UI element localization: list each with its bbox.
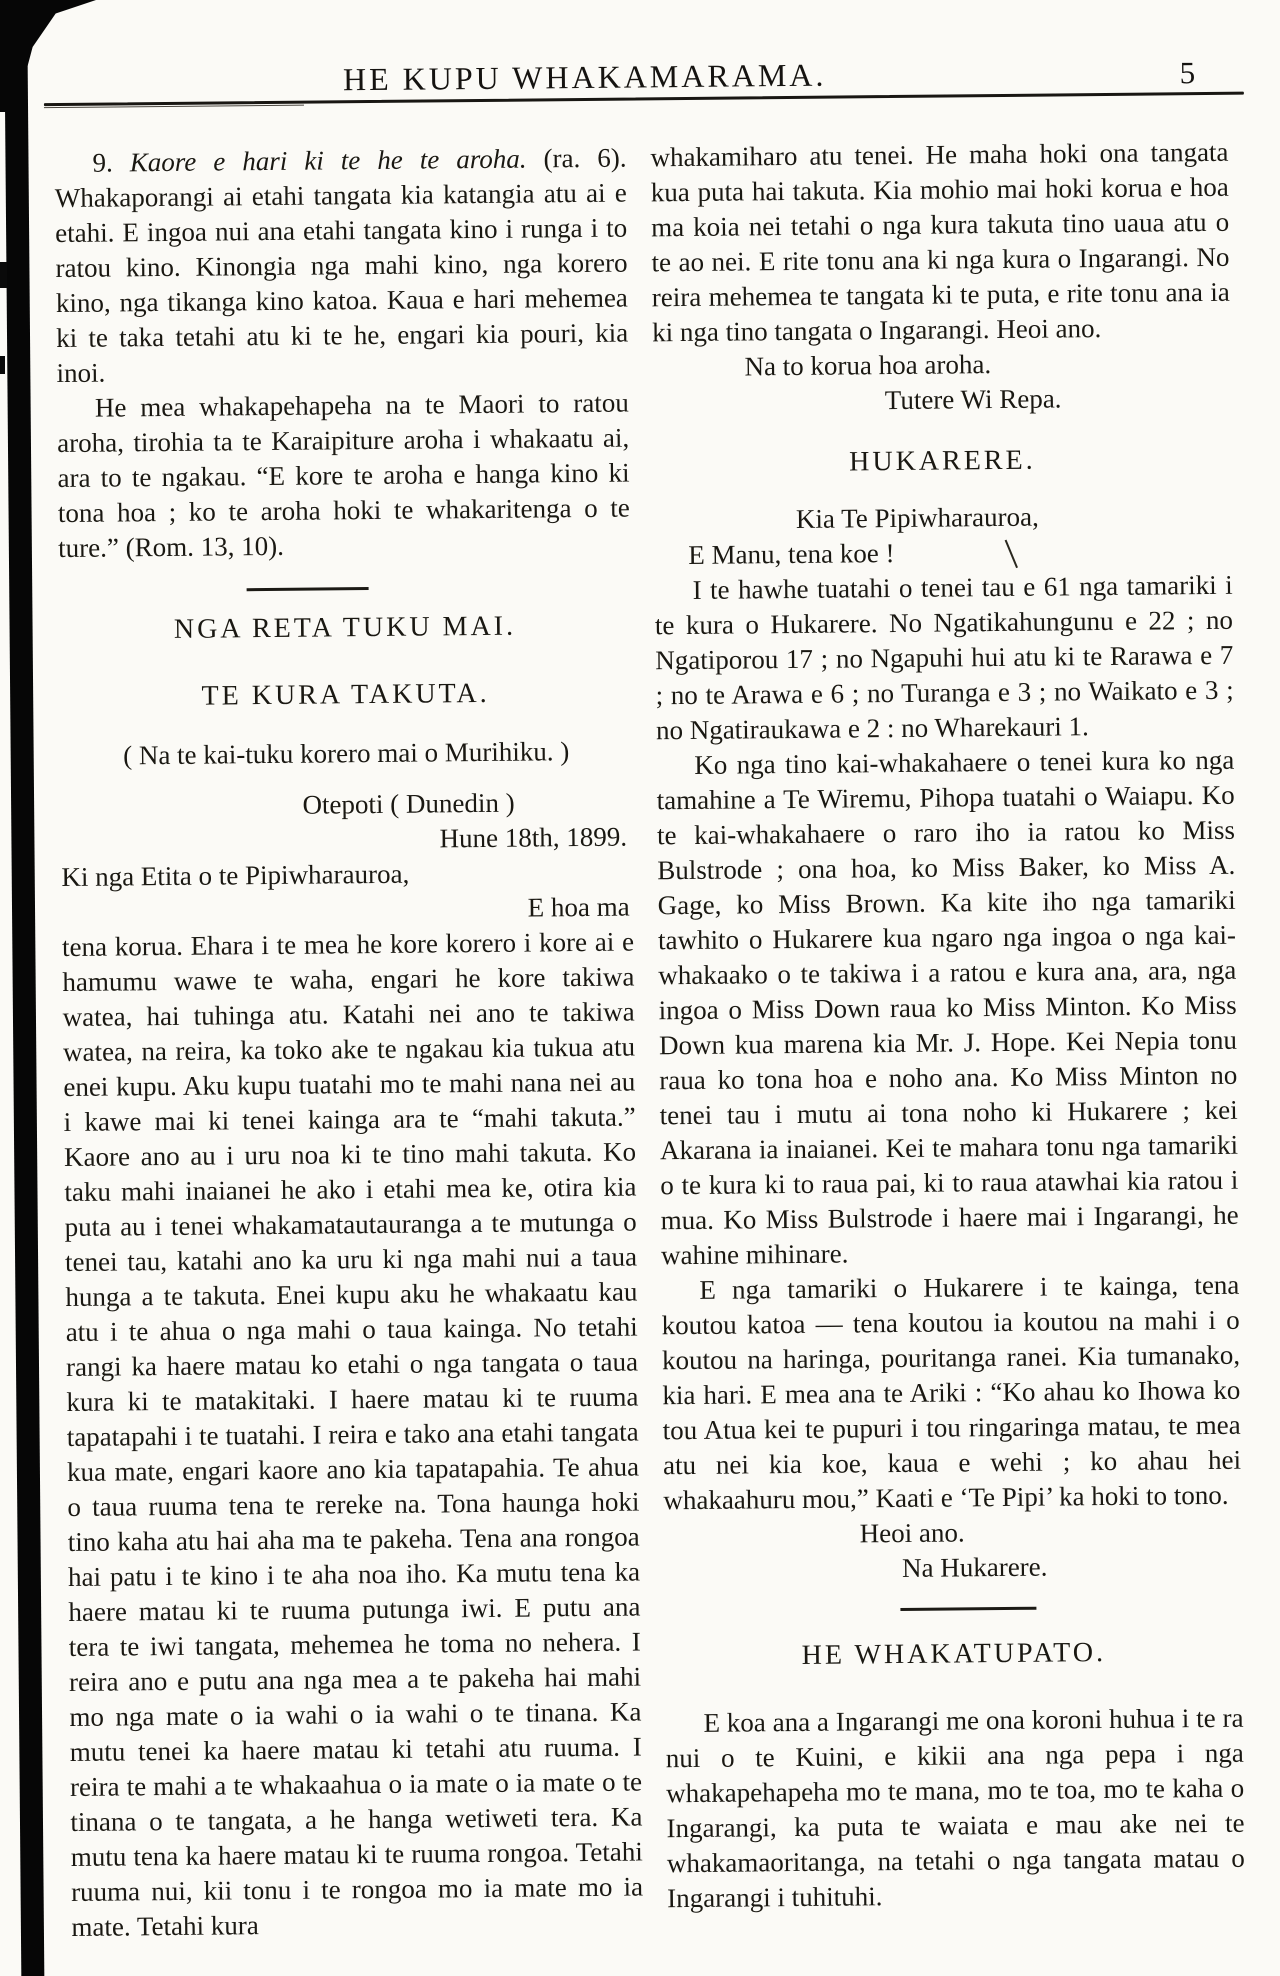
- scripture-paragraph: He mea whakapehapeha na te Maori to ratou aroha, tirohia ta te Karaipiture aroha i whakaatu ai, ara to te ngakau. “E kore te aroha e hanga kino ki tona hoa ; ko te aroha hoki te whakaritenga o te ture.” (Rom. 13, 10).: [57, 387, 630, 564]
- section-divider: [900, 1607, 1036, 1611]
- hukarere-paragraph-1: I te hawhe tuatahi o tenei tau e 61 nga tamariki i te kura o Hukarere. No Ngatikahungunu e 22 ; no Ngatiporou 17 ; no Ngapuhi hui atu ki te Rarawa e 7 ; no te Arawa e 6 ; no Turanga e 3 ; no Waikato e 3 ; no Ngatiraukawa e 2 : no Wharekauri 1.: [654, 569, 1234, 746]
- letter-body: tena korua. Ehara i te mea he kore korero i kore ai e hamumu wawe te waha, engari he kore takiwa watea, hai tuhinga atu. Katahi nei ano te takiwa watea, na reira, ka toko ake te ngakau kia tukua atu enei kupu. Aku kupu tuatahi mo te mahi nana nei au i kawe mai ki tenei kainga ara te “mahi takuta.” Kaore ano au i uru noa ki te tino mahi takuta. Ko taku mahi inaianei he ako i etahi mea ke, otira kia puta au i tenei whakamatautauranga a te mutunga o tenei tau, katahi ano ka uru ki nga mahi nui a taua hunga a te takuta. Enei kupu aku he whakaatu kau atu i te ahua o nga mahi o taua kainga. No tetahi rangi ka haere matau ko etahi o nga tangata o taua kura ki te matakitaki. I haere matau ki te ruuma tapatapahi i te tuatahi. I reira e tako ana etahi tangata kua mate, engari kaore ano kia tapatapahia. Te ahua o taua ruuma tena te rereke na. Tona haunga hoki tino kaha atu hai aha ma te pakeha. Tena ana rongoa hai patu i te kino i te aha noa iho. Ka mutu tena ka haere matau ki te ruuma putunga iwi. E putu ana tera te iwi tangata, mehemea he toma no nehera. I reira ano e putu ana nga mea a te pakeha hai mahi mo nga mate o ia wahi o ia wahi o te tinana. Ka mutu tenei ka haere matau ki tetahi atu ruuma. I reira te mahi a te whakaahua o ia mate o ia mate o te tinana o te tangata, a he hanga wetiweti tera. Ka mutu tena ka haere matau ki te ruuma rongoa. Tetahi ruuma nui, kii tonu i te rongoa mo ia mate mo ia mate. Tetahi kura: [61, 926, 644, 1942]
- signature-tutere-wi-repa: Tutere Wi Repa.: [884, 383, 1062, 416]
- byline: ( Na te kai-tuku korero mai o Murihiku. ): [122, 736, 570, 771]
- whakatupato-paragraph: E koa ana a Ingarangi me ona koroni huhua i te ra nui o te Kuini, e kikii ana nga pepa i nga whakapehapeha mo te mana, mo te toa, mo te kaha o Ingarangi, ka puta te waiata e mau ake nei te whakamaoritanga, na tetahi o nga tangata matau o Ingarangi i tuhituhi.: [665, 1702, 1245, 1914]
- salutation: E hoa ma: [527, 891, 630, 923]
- hukarere-closing: Heoi ano.: [859, 1517, 965, 1549]
- hukarere-signature: Na Hukarere.: [901, 1551, 1048, 1583]
- scan-artifact-edge-tick: [0, 262, 7, 288]
- page-number: 5: [1179, 55, 1196, 91]
- address-line: Ki nga Etita o te Pipiwharauroa,: [61, 858, 410, 893]
- item-lead-italic: Kaore e hari ki te he te aroha.: [129, 143, 527, 178]
- scan-artifact-edge-tick: [0, 356, 5, 374]
- hukarere-paragraph-2: Ko nga tino kai-whakahaere o tenei kura ko nga tamahine a Te Wiremu, Pihopa tuatahi o Waiapu. Ko te kai-whakahaere o raro iho ia ratou ko Miss Bulstrode ; ona hoa, ko Miss Baker, ko Miss A. Gage, ko Miss Brown. Ka kite iho nga tamariki tawhito o Hukarere kua ngaro nga ingoa o nga kai-whakaako o te takiwa i a ratou e kura ana, ara, nga ingoa o Miss Down raua ko Miss Minton. Ko Miss Down kua marena kia Mr. J. Hope. Kei Nepia tonu raua ko tona hoa e noho ana. Ko Miss Minton no tenei tau i mutu ai tona noho ki Hukarere ; kei Akarana ia inaianei. Kei te mahara tonu nga tamariki o te kura ki to raua pai, ki to raua atawhai kia ratou i mua. Ko Miss Bulstrode i haere mai i Ingarangi, he wahine mihinare.: [656, 744, 1239, 1271]
- item-number: 9.: [92, 147, 130, 178]
- signoff-line: Na to korua hoa aroha.: [744, 349, 992, 382]
- item-lead-rest: (ra. 6). Whakaporangi ai etahi tangata kia katangia atu ai e etahi. E ingoa nui ana etahi tangata kino i runga i to ratou kino. Kinongia nga mahi kino, nga korero kino, nga tikanga kino katoa. Kaua e hari mehemea ki te taka tetahi atu ki te he, engari kia pouri, kia inoi.: [54, 142, 629, 389]
- section-divider: [247, 587, 369, 591]
- dateline-date: Hune 18th, 1899.: [439, 821, 628, 854]
- article-heading-hukarere: HUKARERE.: [849, 444, 1036, 478]
- item-9-paragraph: [54, 141, 628, 391]
- dateline-place: Otepoti ( Dunedin ): [302, 787, 515, 820]
- masthead-title: HE KUPU WHAKAMARAMA.: [342, 56, 827, 98]
- article-heading-te-kura-takuta: TE KURA TAKUTA.: [201, 677, 490, 712]
- hukarere-salutation: E Manu, tena koe !: [688, 538, 895, 570]
- right-column: [650, 135, 1245, 1916]
- hukarere-paragraph-3: E nga tamariki o Hukarere i te kainga, tena koutou katoa — tena koutou ia koutou na mahi i o koutou na haringa, pouritanga ranei. Kia tumanako, kia hari. E mea ana te Ariki : “Ko ahau ko Ihowa ko tou Atua kei te pupuri i tou ringaringa matau, te mea atu nei kia koe, kaua e wehi ; ko ahau hei whakaahuru mou,” Kaati e ‘Te Pipi’ ka hoki to tono.: [661, 1269, 1242, 1516]
- letter-continuation: whakamiharo atu tenei. He maha hoki ona tangata kua puta hai takuta. Kia mohio mai hoki korua e hoa ma koia nei tetahi o nga kura takuta tino uaua atu o te ao nei. E rite tonu ana ki nga kura o Ingarangi. No reira mehemea te tangata ki te puta, e rite tonu ana ia ki nga tino tangata o Ingarangi. Heoi ano.: [650, 136, 1230, 348]
- article-heading-he-whakatupato: HE WHAKATUPATO.: [801, 1637, 1107, 1671]
- hukarere-address-line: Kia Te Pipiwharauroa,: [795, 501, 1039, 534]
- left-column: [54, 141, 643, 1945]
- section-heading-nga-reta: NGA RETA TUKU MAI.: [173, 610, 517, 645]
